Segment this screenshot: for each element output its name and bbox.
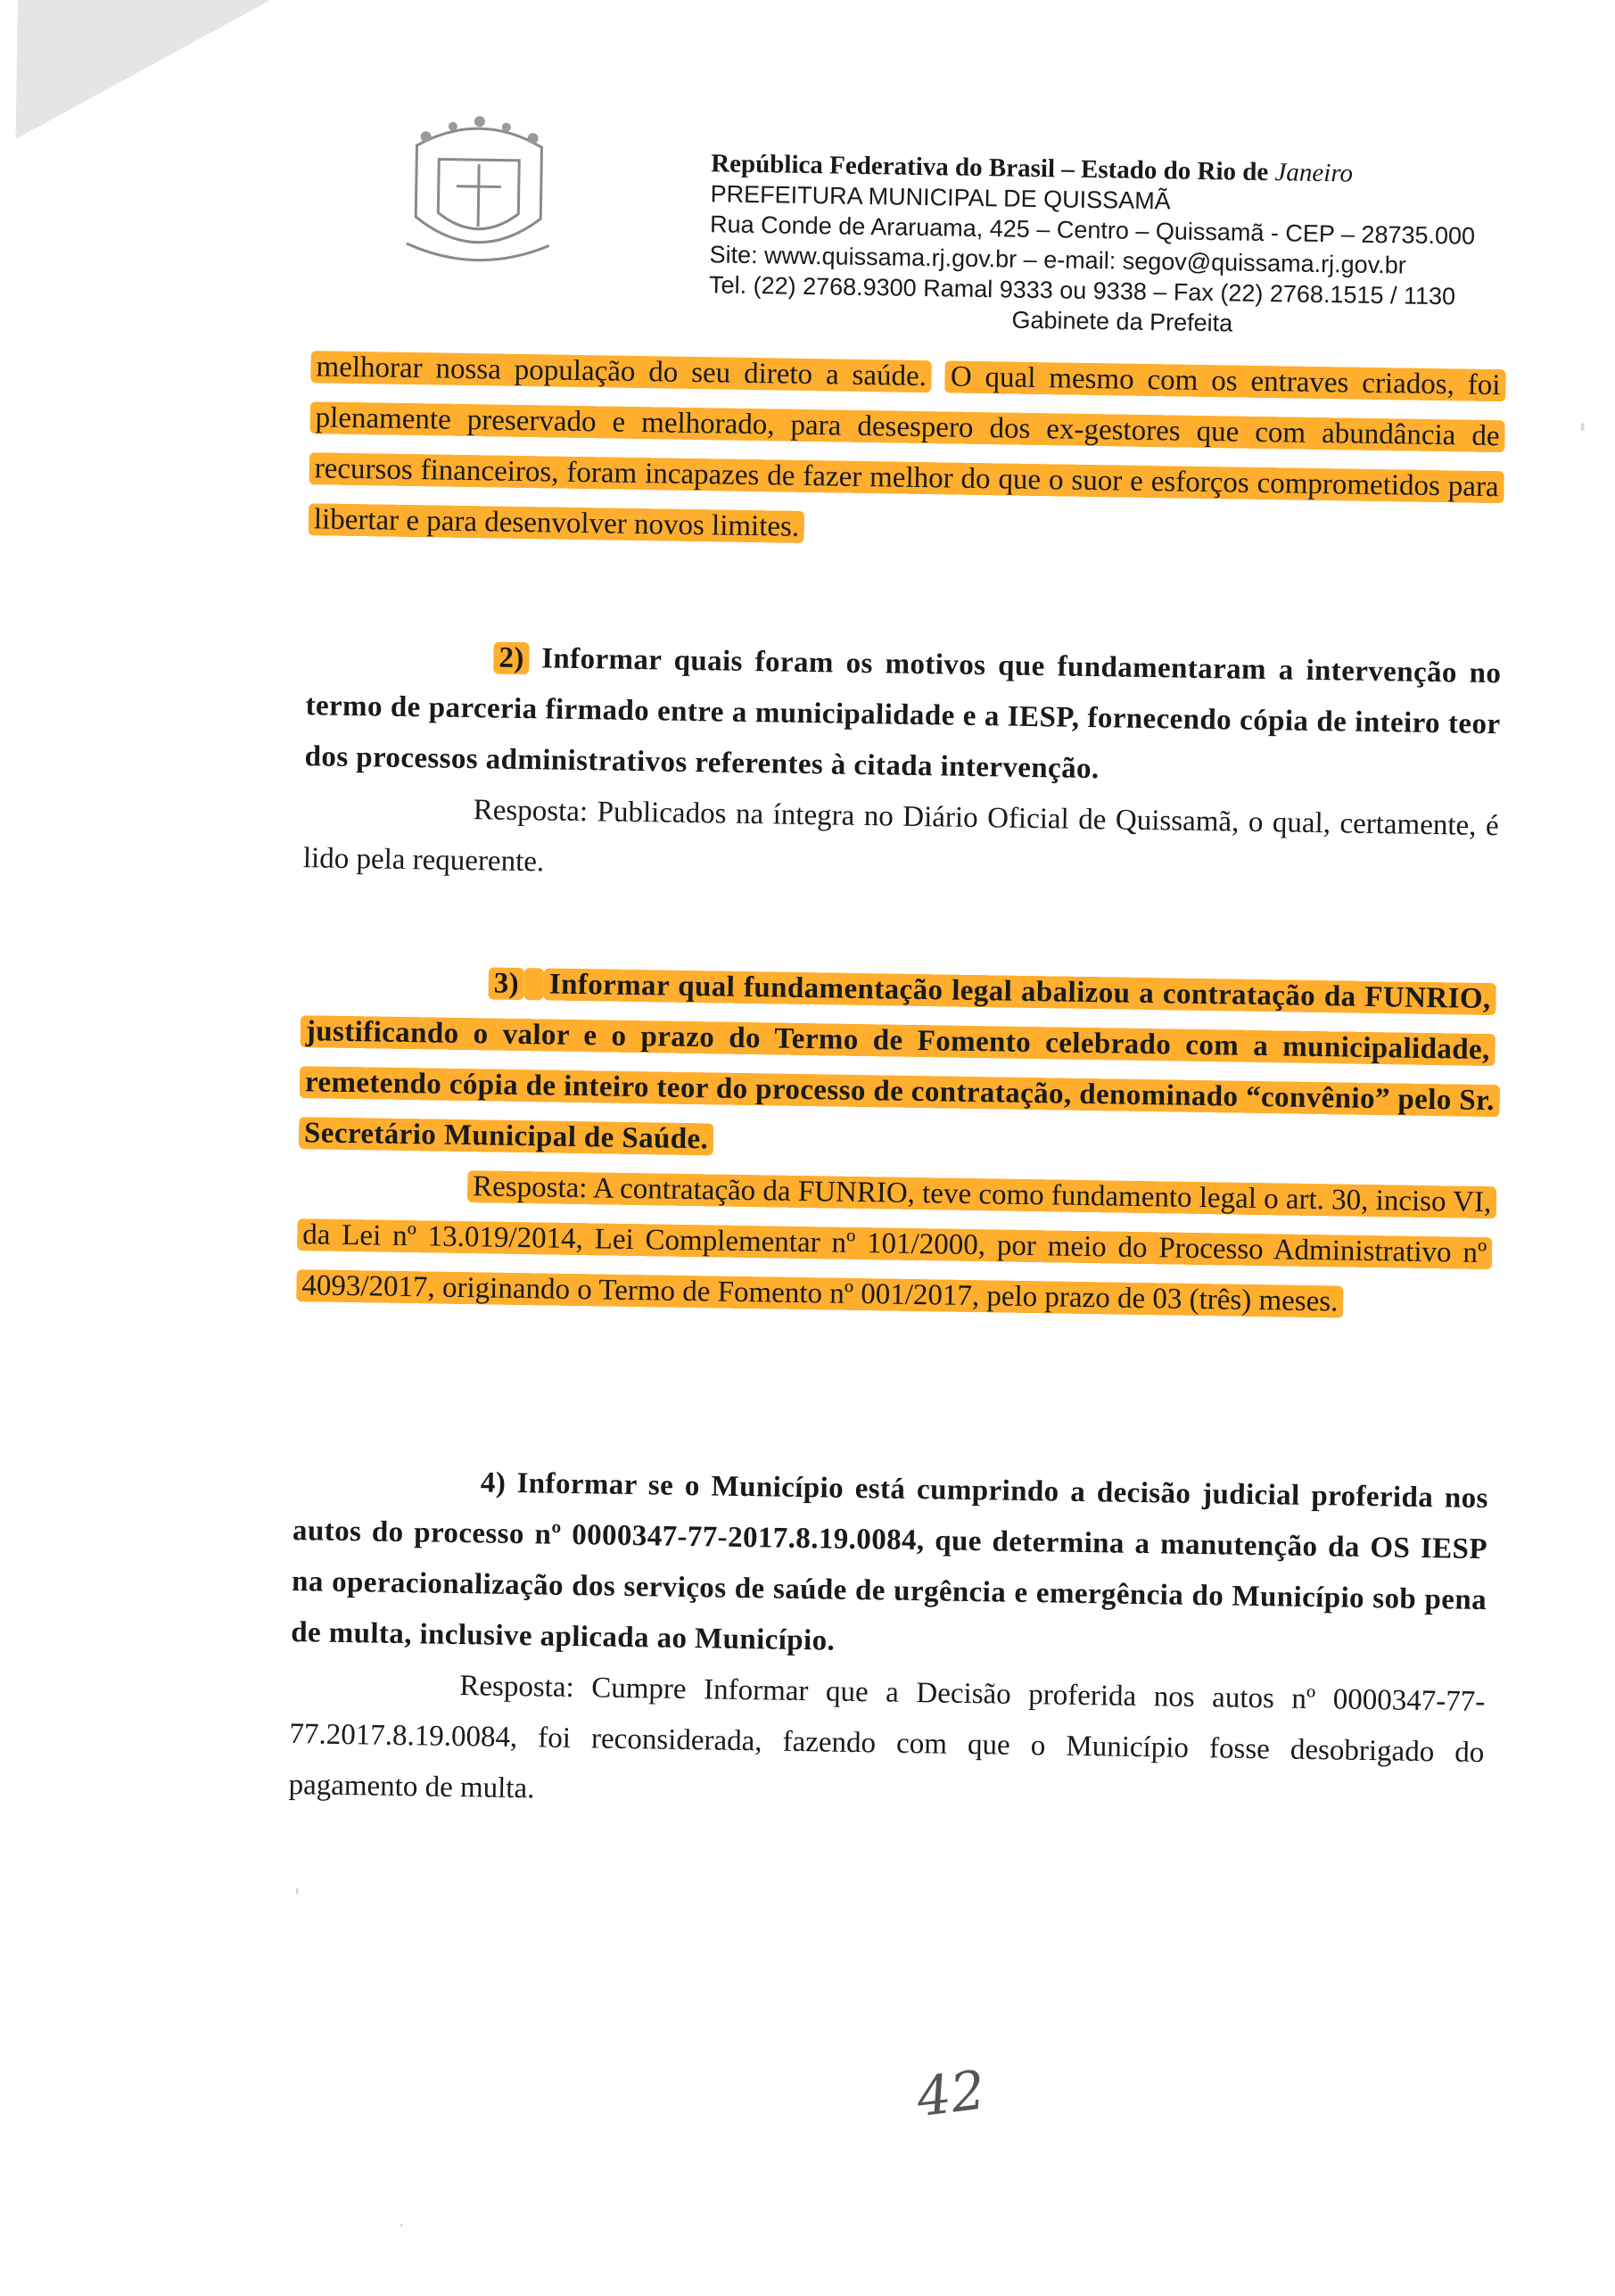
coat-of-arms-logo xyxy=(388,110,569,273)
letterhead-prefeitura: PREFEITURA MUNICIPAL DE QUISSAMÃ xyxy=(710,180,1171,215)
letterhead-site-email: Site: www.quissama.rj.gov.br – e-mail: segov@quissama.rj.gov.br xyxy=(709,241,1406,279)
item-2 xyxy=(302,630,1501,903)
item-question: Informar qual fundamentação legal abalizou a contratação da FUNRIO, justificando o valor e o prazo do Termo de Fomento celebrado com a municipalidade, remetendo cópia de inteiro teor do processo de contratação, denominado “convênio” pelo Sr. Secretário Municipal de Saúde. xyxy=(299,968,1500,1155)
item-question: Informar quais foram os motivos que fundamentaram a intervenção no termo de parceria firmado entre a municipalidade e a IESP, fornecendo cópia de inteiro teor dos processos administrativos referentes à citada intervenção. xyxy=(304,642,1502,786)
highlighted-text: O qual mesmo com os entraves criados, foi plenamente preservado e melhorado, para desespero dos ex-gestores que com abundância de recursos financeiros, foram incapazes de fazer melhor do que o suor e esforços comprometidos para libertar e para desenvolver novos limites. xyxy=(309,360,1506,543)
letterhead xyxy=(708,148,1478,342)
scan-speck xyxy=(400,2224,403,2226)
letterhead-phone: Tel. (22) 2768.9300 Ramal 9333 ou 9338 – Fax (22) 2768.1515 / 1130 xyxy=(708,271,1456,310)
item-4 xyxy=(288,1455,1488,1829)
letterhead-republic: República Federativa do Brasil – Estado do Rio de Janeiro xyxy=(710,149,1354,188)
item-question: Informar se o Município está cumprindo a decisão judicial proferida nos autos do processo nº 0000347-77-2017.8.19.0084, que determina a manutenção da OS IESP na operacionalização dos serviços de saúde de urgência e emergência do Município sob pena de multa, inclusive aplicada ao Município. xyxy=(291,1467,1489,1657)
scan-shadow xyxy=(16,0,286,144)
paragraph-intro xyxy=(308,342,1505,564)
scan-speck xyxy=(296,1887,299,1895)
item-answer: Resposta: Publicados na íntegra no Diário Oficial de Quissamã, o qual, certamente, é lido pela requerente. xyxy=(302,794,1499,879)
item-number: 4) xyxy=(480,1466,507,1499)
item-number: 3) xyxy=(488,967,524,1000)
scan-speck xyxy=(1581,423,1585,432)
highlighted-text: melhorar nossa população do seu direto a saúde. xyxy=(310,351,932,392)
letterhead-cabinet: Gabinete da Prefeita xyxy=(1011,306,1233,337)
handwritten-page-number: 42 xyxy=(913,2059,989,2130)
item-answer: Resposta: Cumpre Informar que a Decisão proferida nos autos nº 0000347-77-77.2017.8.19.0084, foi reconsiderada, fazendo com que o Município fosse desobrigado do pagamento de multa. xyxy=(288,1670,1486,1805)
item-number: 2) xyxy=(493,641,530,674)
item-3 xyxy=(296,955,1496,1330)
item-answer: Resposta: A contratação da FUNRIO, teve como fundamento legal o art. 30, inciso VI, da Lei nº 13.019/2014, Lei Complementar nº 101/2000, por meio do Processo Administrativo nº 4093/2017, originando o Termo de Fomento nº 001/2017, pelo prazo de 03 (três) meses. xyxy=(296,1159,1494,1330)
letterhead-address: Rua Conde de Araruama, 425 – Centro – Quissamã - CEP – 28735.000 xyxy=(709,211,1476,250)
